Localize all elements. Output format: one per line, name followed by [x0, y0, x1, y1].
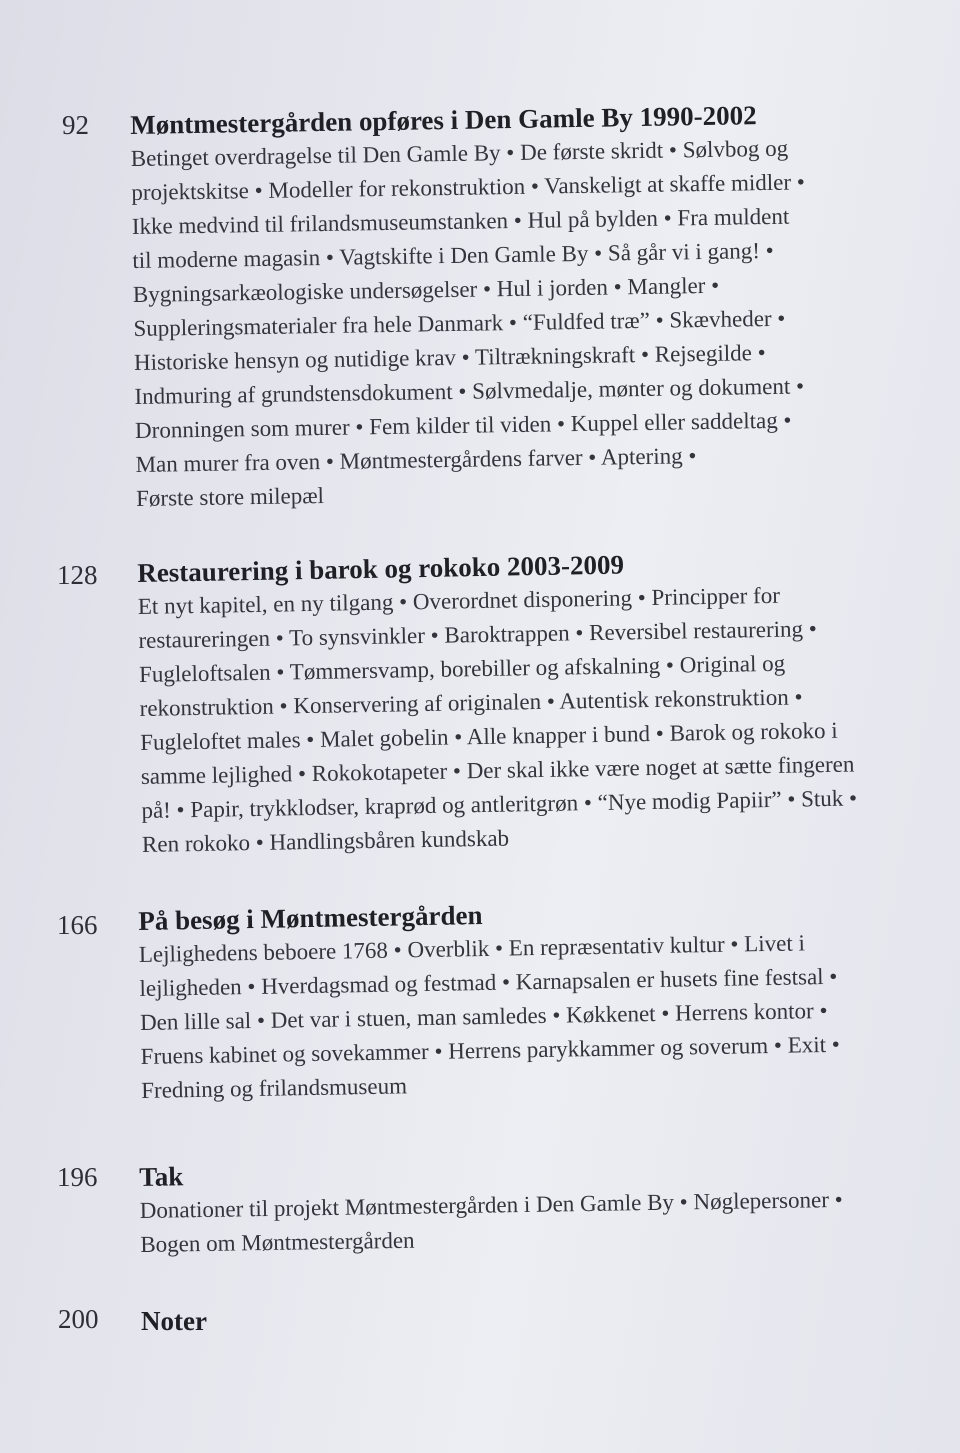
summary-line: projektskitse • Modeller for rekonstruktion • Vanskeligt at skaffe midler • — [131, 169, 806, 205]
toc-chapter-title: Møntmestergården opføres i Den Gamle By 1990-2002 — [130, 100, 757, 140]
toc-page-number: 200 — [58, 1304, 99, 1334]
summary-line: Suppleringsmaterialer fra hele Danmark • “Fuldfed træ” • Skævheder • — [133, 305, 786, 341]
toc-chapter-title: Tak — [139, 1161, 184, 1192]
summary-line: Fugleloftet males • Malet gobelin • Alle knapper i bund • Barok og rokoko i — [140, 717, 838, 755]
toc-entry-body — [139, 1147, 941, 1262]
summary-line: Betinget overdragelse til Den Gamle By • De første skridt • Sølvbog og — [130, 135, 789, 171]
toc-entry-body — [138, 890, 941, 1108]
toc-chapter-title: Restaurering i barok og rokoko 2003-2009 — [137, 549, 625, 588]
toc-page-number: 166 — [57, 910, 98, 940]
summary-line: Ikke medvind til frilandsmuseumstanken • Hul på bylden • Fra muldent — [131, 203, 790, 239]
summary-line: Fugleloftsalen • Tømmersvamp, borebiller og afskalning • Original og — [138, 650, 786, 687]
summary-line: til moderne magasin • Vagtskifte i Den Gamle By • Så går vi i gang! • — [132, 237, 774, 273]
toc-entry-body — [137, 542, 942, 862]
toc-entry-body — [130, 95, 936, 516]
summary-line: Bogen om Møntmestergården — [140, 1227, 415, 1257]
summary-line: rekonstruktion • Konservering af originalen • Autentisk rekonstruktion • — [139, 684, 803, 721]
toc-chapter-title: På besøg i Møntmestergården — [138, 899, 483, 936]
summary-line: lejligheden • Hverdagsmad og festmad • Karnapsalen er husets fine festsal • — [139, 963, 838, 1001]
summary-line: Fruens kabinet og sovekammer • Herrens parykkammer og soverum • Exit • — [140, 1031, 841, 1069]
toc-chapter-summary — [131, 129, 937, 516]
summary-line: Historiske hensyn og nutidige krav • Tiltrækningskraft • Rejsegilde • — [133, 340, 766, 375]
summary-line: Indmuring af grundstensdokument • Sølvmedalje, mønter og dokument • — [134, 373, 805, 409]
toc-page-number: 128 — [57, 560, 98, 590]
toc-chapter-summary — [140, 1181, 941, 1262]
summary-line: Man murer fra oven • Møntmestergårdens farver • Aptering • — [135, 443, 697, 477]
summary-line: Fredning og frilandsmuseum — [141, 1073, 408, 1103]
summary-line: Lejlighedens beboere 1768 • Overblik • En repræsentativ kultur • Livet i — [138, 930, 806, 967]
toc-page-number: 196 — [57, 1162, 98, 1192]
toc-chapter-title: Noter — [141, 1306, 207, 1336]
summary-line: restaureringen • To synsvinkler • Baroktrappen • Reversibel restaurering • — [138, 616, 818, 653]
summary-line: Ren rokoko • Handlingsbåren kundskab — [141, 825, 510, 857]
summary-line: Et nyt kapitel, en ny tilgang • Overordnet disponering • Principper for — [137, 582, 781, 619]
summary-line: samme lejlighed • Rokokotapeter • Der skal ikke være noget at sætte fingeren — [140, 751, 855, 789]
summary-line: Donationer til projekt Møntmestergården i Den Gamle By • Nøglepersoner • — [139, 1186, 843, 1223]
summary-line: Den lille sal • Det var i stuen, man samledes • Køkkenet • Herrens kontor • — [139, 997, 828, 1035]
toc-page-number: 92 — [62, 110, 89, 140]
summary-line: Dronningen som murer • Fem kilder til viden • Kuppel eller saddeltag • — [134, 407, 792, 443]
summary-line: på! • Papir, trykklodser, kraprød og antleritgrøn • “Nye modig Papiir” • Stuk • — [141, 785, 858, 823]
summary-line: Bygningsarkæologiske undersøgelser • Hul i jorden • Mangler • — [132, 272, 720, 307]
toc-chapter-summary — [139, 924, 942, 1108]
toc-entry-body — [141, 1304, 941, 1338]
summary-line: Første store milepæl — [135, 483, 325, 511]
toc-chapter-summary — [138, 576, 943, 862]
